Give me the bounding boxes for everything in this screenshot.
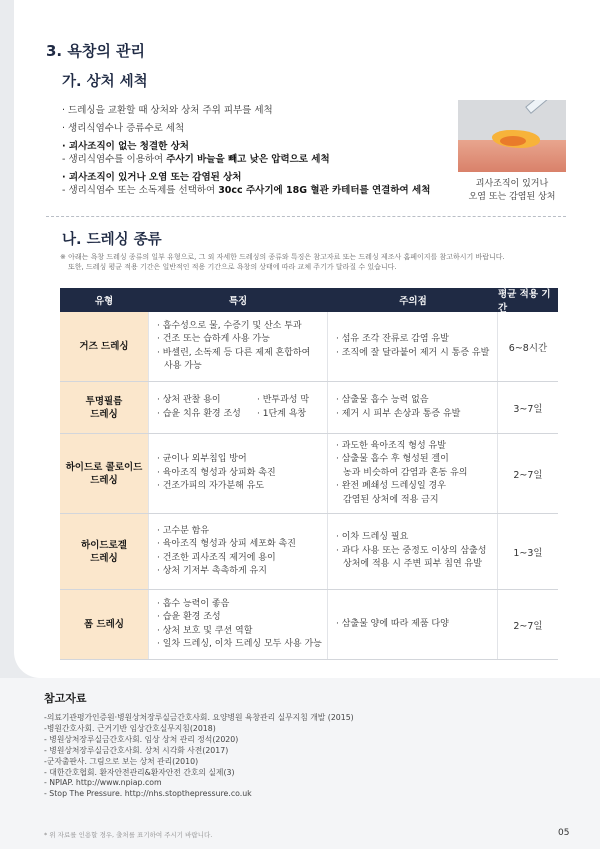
footer-note: * 위 자료를 인용할 경우, 출처를 표기하여 주시기 바랍니다. (44, 831, 213, 839)
header-cautions: 주의점 (399, 296, 427, 307)
bullet-4-detail: - 생리식염수 또는 소독제를 선택하여 30cc 주사기에 18G 혈관 카테터를 연결하여 세척 (62, 185, 431, 196)
table-row-foam: 폼 드레싱 · 흡수 능력이 좋음 · 습윤 환경 조성 · 상처 보호 및 쿠션 역할 · 일차 드레싱, 이차 드레싱 모두 사용 가능 · 삼출물 양에 따라 제품 다양 2~7일 (60, 590, 558, 660)
header-type: 유형 (94, 296, 114, 307)
illustration-caption: 괴사조직이 있거나 오염 또는 감염된 상처 (468, 179, 556, 202)
dressing-table (60, 288, 558, 660)
table-row-hydrocolloid: 하이드로 콜로이드 드레싱 · 균이나 외부침입 방어 · 육아조직 형성과 상피화 촉진 · 건조가피의 자가분해 유도 · 과도한 육아조직 형성 유발 · 삼출물 흡수 후 형성된 겔이 농과 비슷하여 감염과 혼동 유의 · 완전 폐쇄성 드레싱일 경우 감염된 상처에 적용 금지 2~7일 (60, 434, 558, 514)
table-row-film: 투명필름 드레싱 · 상처 관찰 용이 · 반투과성 막 · 습윤 치유 환경 조성 · 1단계 욕창 · 삼출물 흡수 능력 없음 · 제거 시 피부 손상과 통증 유발 3~7일 (60, 382, 558, 434)
bullet-3-detail: - 생리식염수를 이용하여 주사기 바늘을 빼고 낮은 압력으로 세척 (62, 154, 330, 165)
wound-irrigation-illustration (458, 100, 566, 172)
section-title: 3. 욕창의 관리 (46, 42, 146, 60)
page-number: 05 (558, 828, 570, 838)
reference-item: - 대한간호협회. 환자안전관리&환자안전 간호의 실제(3) (44, 768, 235, 777)
reference-item: - 병원상처장루실금간호사회. 임상 상처 관리 정석(2020) (44, 735, 239, 744)
reference-item: -병원간호사회. 근거기반 임상간호실무지침(2018) (44, 724, 216, 733)
note-line-2: 또한, 드레싱 평균 적용 기간은 일반적인 적용 기간으로 욕창의 상태에 따라 교체 주기가 달라질 수 있습니다. (68, 263, 397, 271)
subsection-title-wound-cleansing: 가. 상처 세척 (62, 74, 148, 90)
table-row-gauze: 거즈 드레싱 · 흡수성으로 물, 수증기 및 산소 투과 · 건조 또는 습하게 사용 가능 · 바셀린, 소독제 등 다른 제제 혼합하여 사용 가능 · 섬유 조각 잔류로 감염 유발 · 조직에 잘 달라붙어 제거 시 통증 유발 6~8시간 (60, 312, 558, 382)
section-divider (46, 216, 566, 217)
reference-item: -군자출판사. 그림으로 보는 상처 관리(2010) (44, 757, 199, 766)
reference-link-stopthepressure: - Stop The Pressure. http://nhs.stopthepressure.co.uk (44, 789, 252, 798)
note-line-1: ※ 아래는 욕창 드레싱 종류의 일부 유형으로, 그 외 자세한 드레싱의 종류와 특징은 참고자료 또는 드레싱 제조사 홈페이지를 참고하시기 바랍니다. (60, 253, 505, 261)
bullet-1: · 드레싱을 교환할 때 상처와 상처 주위 피부를 세척 (62, 105, 273, 116)
bullet-3: · 괴사조직이 없는 청결한 상처 (62, 141, 189, 152)
syringe-icon (525, 100, 564, 114)
reference-item: -의료기관평가인증원·병원상처장루실금간호사회. 요양병원 욕창관리 실무지침 개발 (2015) (44, 713, 354, 722)
table-header (60, 288, 558, 312)
reference-item: - 병원상처장루실금간호사회. 상처 시각화 사전(2017) (44, 746, 229, 755)
header-features: 특징 (228, 296, 248, 307)
subsection-title-dressing-types: 나. 드레싱 종류 (62, 232, 162, 248)
bullet-2: · 생리식염수나 증류수로 세척 (62, 123, 185, 134)
reference-link-npiap: - NPIAP. http://www.npiap.com (44, 778, 162, 787)
bullet-4: · 괴사조직이 있거나 오염 또는 감염된 상처 (62, 172, 242, 183)
references-title: 참고자료 (44, 692, 87, 705)
header-period: 평균 적용 기간 (498, 289, 551, 314)
table-row-hydrogel: 하이드로겔 드레싱 · 고수분 함유 · 육아조직 형성과 상피 세포화 촉진 · 건조한 괴사조직 제거에 용이 · 상처 기저부 촉촉하게 유지 · 이차 드레싱 필요 · 과다 사용 또는 중정도 이상의 삼출성 상처에 적용 시 주변 피부 침연 유발 1~3일 (60, 514, 558, 590)
